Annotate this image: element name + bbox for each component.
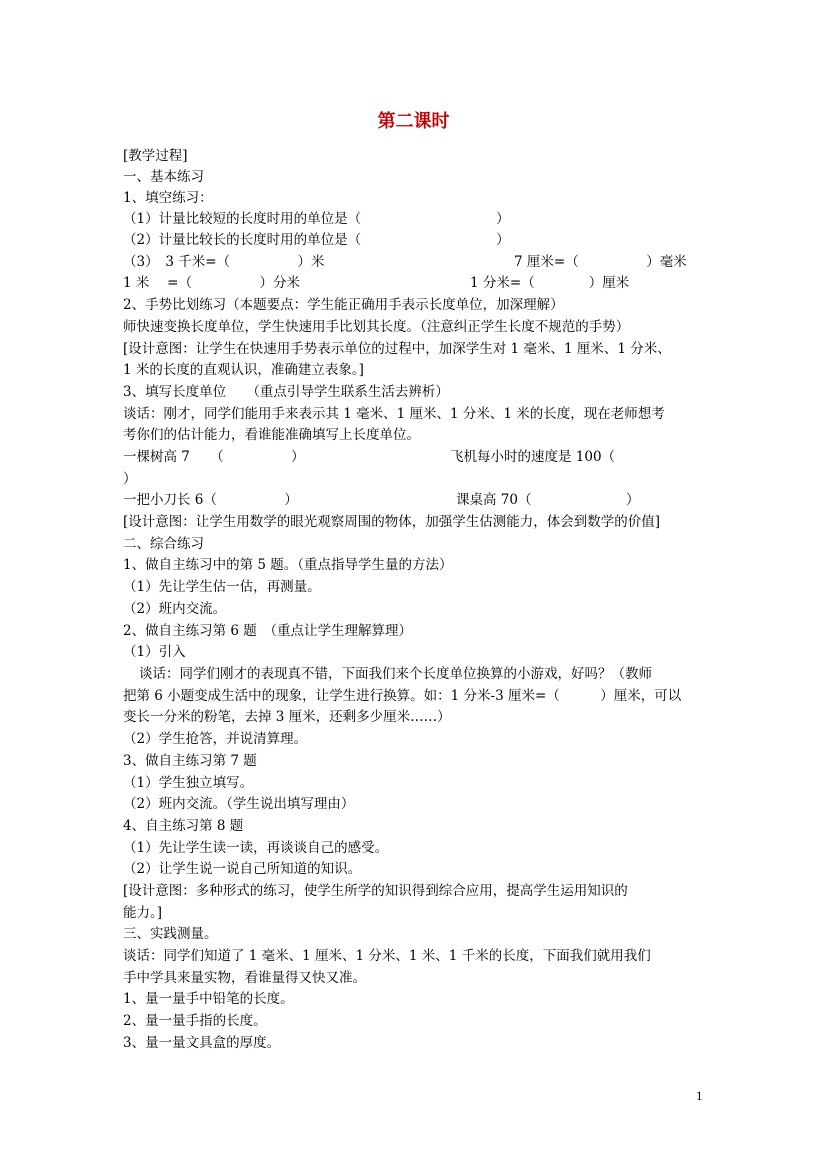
text-line: 1 米 =（ ）分米 <box>123 275 300 291</box>
text-line: 2、做自主练习第 6 题 （重点让学生理解算理） <box>123 623 413 639</box>
text-line: 1、填空练习： <box>123 190 213 206</box>
text-line: 把第 6 小题变成生活中的现象，让学生进行换算。如：1 分米-3 厘米=（ ）厘米，可以 <box>123 688 682 704</box>
page-number: 1 <box>696 1088 703 1103</box>
text-line: 课桌高 70（ ） <box>456 492 640 508</box>
text-line: 3、量一量文具盒的厚度。 <box>123 1035 281 1051</box>
text-line: （2）班内交流。（学生说出填写理由） <box>123 796 355 812</box>
text-line: 手中学具来量实物，看谁量得又快又准。 <box>123 970 366 986</box>
text-line: 1、量一量手中铅笔的长度。 <box>123 991 294 1007</box>
text-line: （2）计量比较长的长度时用的单位是（ ） <box>123 232 510 248</box>
text-line: （2）让学生说一说自己所知道的知识。 <box>123 861 362 877</box>
text-line: 飞机每小时的速度是 100（ <box>450 449 616 465</box>
text-line: [教学过程] <box>123 148 188 164</box>
text-line: 1、做自主练习中的第 5 题。（重点指导学生量的方法） <box>123 557 453 573</box>
text-line: 2、量一量手指的长度。 <box>123 1013 267 1029</box>
text-line: （1）计量比较短的长度时用的单位是（ ） <box>123 211 510 227</box>
text-line: 谈话：刚才，同学们能用手来表示其 1 毫米、1 厘米、1 分米、1 米的长度，现在老师想考 <box>123 406 665 422</box>
page-title: 第二课时 <box>377 111 450 132</box>
text-line: （1）先让学生读一读，再谈谈自己的感受。 <box>123 840 389 856</box>
section-heading: 二、综合练习 <box>123 536 204 552</box>
text-line: 师快速变换长度单位，学生快速用手比划其长度。（注意纠正学生长度不规范的手势） <box>123 319 630 335</box>
text-line: 一棵树高 7 （ ） <box>123 449 305 465</box>
text-line: 一把小刀长 6（ ） <box>123 492 298 508</box>
text-line: （2）班内交流。 <box>123 601 227 617</box>
text-line: （1）引入 <box>123 644 186 660</box>
text-line: 7 厘米=（ ）毫米 <box>514 254 687 270</box>
section-heading: 一、基本练习 <box>123 169 204 185</box>
section-heading: 三、实践测量。 <box>123 926 218 942</box>
text-line: 考你们的估计能力，看谁能准确填写上长度单位。 <box>123 427 420 443</box>
text-line: 3、做自主练习第 7 题 <box>123 753 257 769</box>
text-line: 1 分米=（ ）厘米 <box>470 275 630 291</box>
text-line: （2）学生抢答，并说清算理。 <box>123 731 308 747</box>
text-line: 谈话：同学们刚才的表现真不错，下面我们来个长度单位换算的小游戏，好吗？（教师 <box>139 666 652 682</box>
text-line: 4、自主练习第 8 题 <box>123 818 244 834</box>
text-line: [设计意图：让学生用数学的眼光观察周围的物体，加强学生估测能力，体会到数学的价值] <box>123 514 661 530</box>
text-line: 2、手势比划练习（本题要点：学生能正确用手表示长度单位，加深理解） <box>123 297 564 313</box>
text-line: 能力。] <box>123 905 163 921</box>
text-line: 变长一分米的粉笔，去掉 3 厘米，还剩多少厘米……） <box>123 709 451 725</box>
text-line: （1）学生独立填写。 <box>123 775 254 791</box>
text-line: （1）先让学生估一估，再测量。 <box>123 579 321 595</box>
text-line: [设计意图：多种形式的练习，使学生所学的知识得到综合应用，提高学生运用知识的 <box>123 883 628 899</box>
text-line: （3） 3 千米=（ ）米 <box>123 254 325 270</box>
text-line: 3、填写长度单位 （重点引导学生联系生活去辨析） <box>123 384 449 400</box>
text-line: [设计意图：让学生在快速用手势表示单位的过程中，加深学生对 1 毫米、1 厘米、1 分米、 <box>123 341 671 357</box>
text-line: 谈话：同学们知道了 1 毫米、1 厘米、1 分米、1 米、1 千米的长度，下面我们就用我们 <box>123 948 651 964</box>
text-line: 1 米的长度的直观认识，准确建立表象。] <box>123 362 364 378</box>
text-line: ） <box>123 471 137 487</box>
